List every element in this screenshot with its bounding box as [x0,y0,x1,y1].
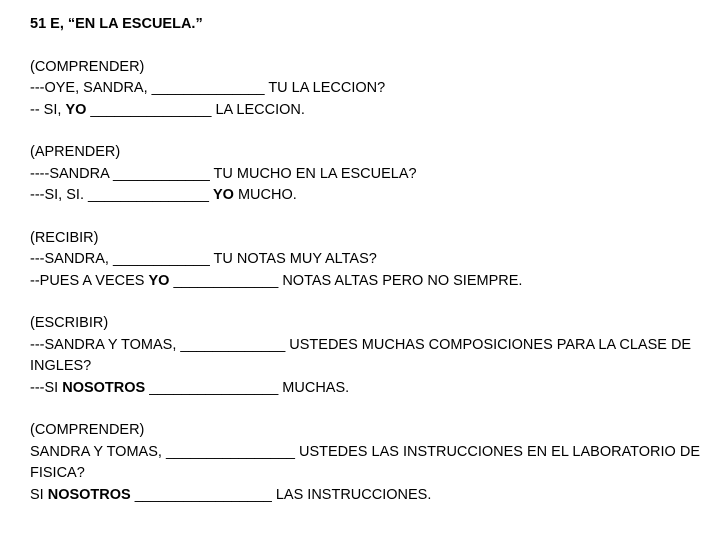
verb-prompt: (APRENDER) [30,144,121,160]
worksheet-title: 51 E, “EN LA ESCUELA.” [30,16,203,32]
answer-blank: ____________ [112,251,210,267]
verb-prompt: (COMPRENDER) [30,58,145,75]
answer-blank: _______________ [86,101,216,118]
subject-pronoun: YO [213,187,234,203]
question-text: ----SANDRA [30,165,113,182]
answer-line [30,378,720,400]
question-text: TU LA LECCION? [264,80,386,96]
answer-line [30,485,720,507]
answer-text: NOTAS ALTAS PERO NO SIEMPRE. [278,272,523,289]
answer-line [30,185,720,207]
answer-text: LA LECCION. [215,101,305,118]
answer-text: MUCHO. [233,187,297,203]
verb-prompt: (COMPRENDER) [30,422,145,438]
answer-blank: _____________ [169,272,279,289]
answer-blank: ________________ [165,443,295,460]
question-text: USTEDES MUCHAS COMPOSICIONES PARA LA CLASE DE [285,336,692,353]
answer-blank: ______________ [151,80,265,96]
question-text: ---OYE, SANDRA, [30,80,152,96]
exercise-aprender [30,142,720,207]
exercise-comprender-2 [30,420,720,506]
answer-blank: _____________ [180,336,286,353]
answer-blank: ____________ [112,165,210,182]
answer-blank: ________________ [145,379,279,396]
question-line [30,78,720,100]
question-line [30,335,720,357]
verb-prompt: (RECIBIR) [30,229,99,246]
question-text: SANDRA Y TOMAS, [30,443,166,460]
answer-text: ---SI [30,379,63,396]
question-text: ---SANDRA Y TOMAS, [30,336,181,353]
subject-pronoun: YO [148,272,170,289]
answer-text: -- SI, [30,101,66,118]
exercise-recibir [30,228,720,293]
subject-pronoun: NOSOTROS [62,379,146,396]
verb-prompt: (ESCRIBIR) [30,315,109,331]
answer-blank: _______________ [88,187,213,203]
exercise-comprender [30,57,720,122]
question-line [30,164,720,186]
question-text: TU NOTAS MUY ALTAS? [209,251,377,267]
question-text: ---SANDRA, [30,251,113,267]
question-continuation: INGLES? [30,358,92,374]
question-line [30,249,720,271]
answer-text: SI [30,486,48,503]
answer-line [30,271,720,293]
subject-pronoun: YO [65,101,87,118]
worksheet [30,14,720,527]
answer-text: --PUES A VECES [30,272,149,289]
question-line [30,442,720,464]
question-text: TU MUCHO EN LA ESCUELA? [209,165,417,182]
subject-pronoun: NOSOTROS [47,486,131,503]
answer-text: MUCHAS. [278,379,350,396]
question-continuation: FISICA? [30,465,85,481]
answer-line [30,100,720,122]
answer-text: ---SI, SI. [30,187,88,203]
question-text: USTEDES LAS INSTRUCCIONES EN EL LABORATORIO DE [294,443,700,460]
answer-blank: _________________ [130,486,272,503]
answer-text: LAS INSTRUCCIONES. [271,486,432,503]
exercise-escribir [30,313,720,399]
